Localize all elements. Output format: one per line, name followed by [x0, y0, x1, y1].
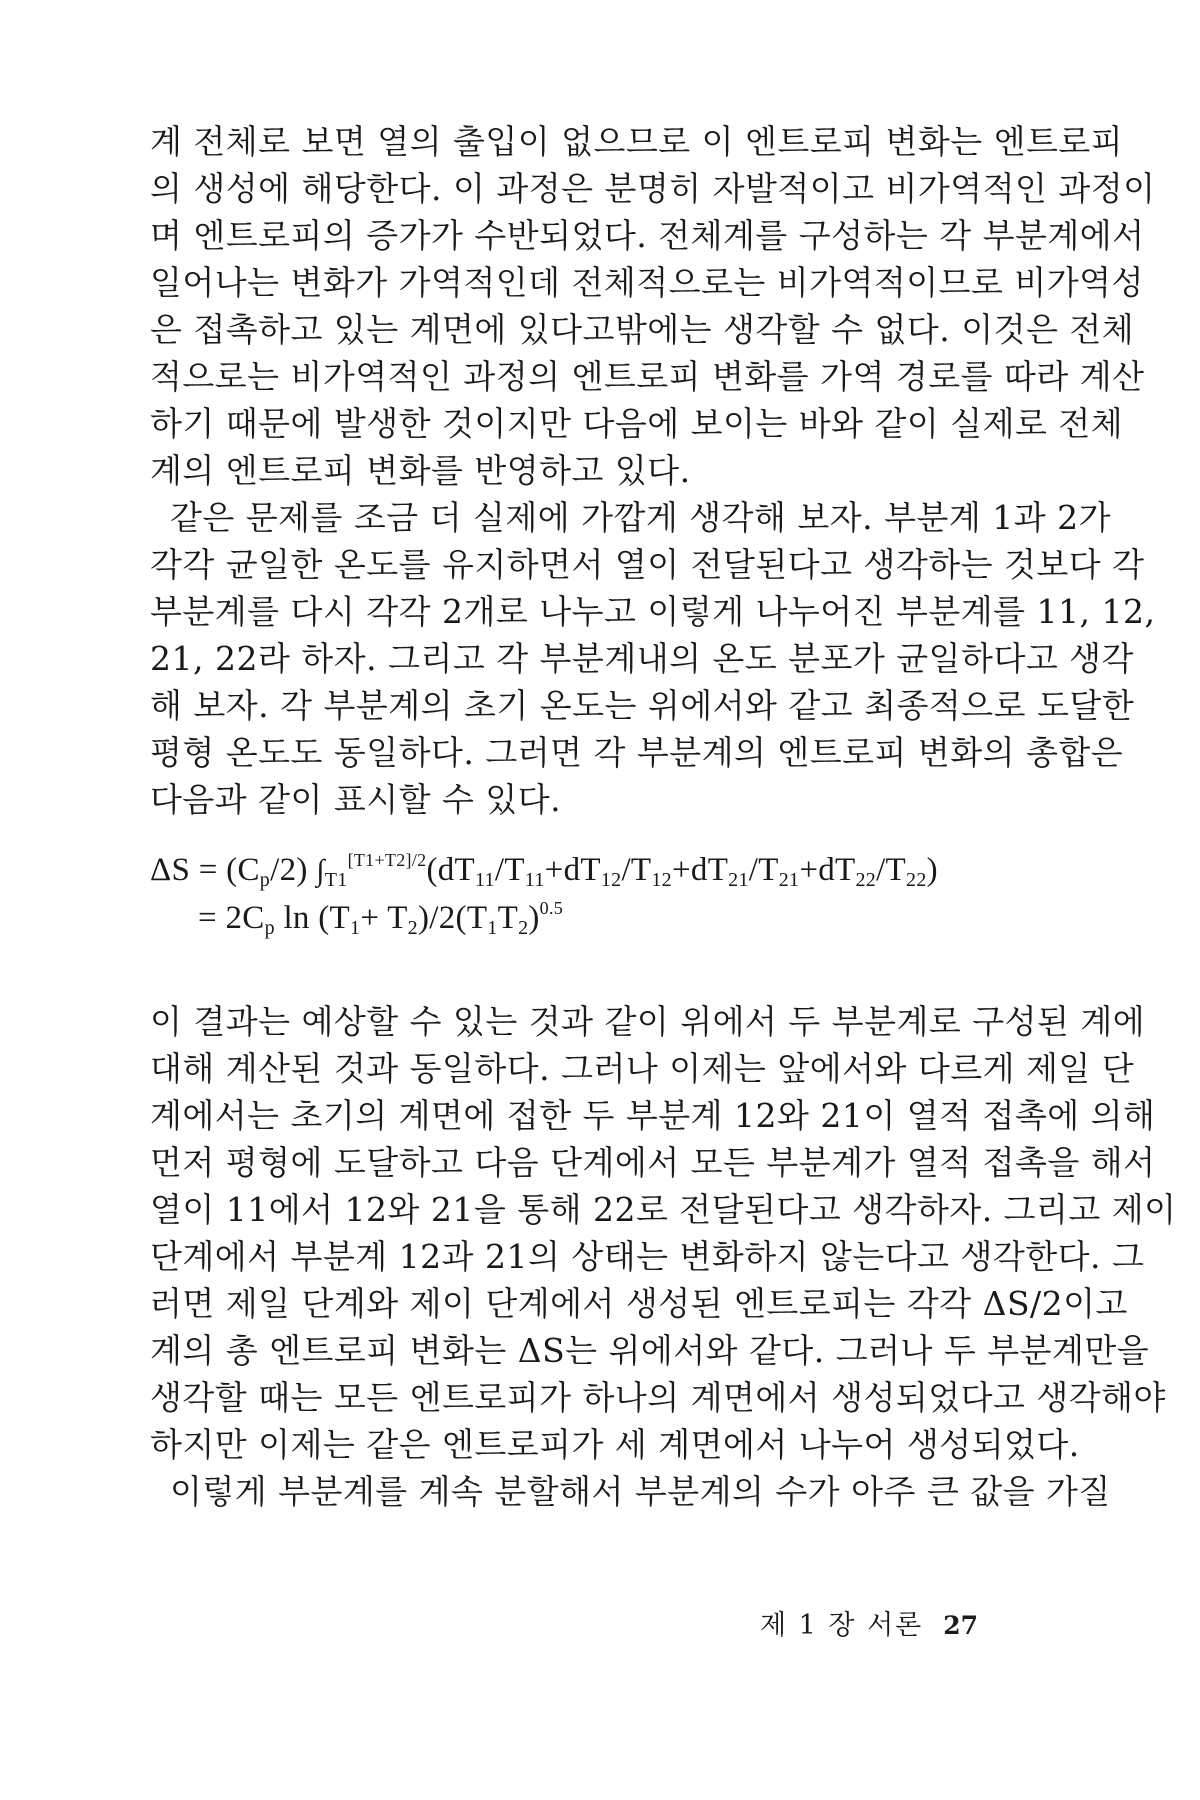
text-line: 각각 균일한 온도를 유지하면서 열이 전달된다고 생각하는 것보다 각 — [150, 545, 1145, 584]
text-line: 며 엔트로피의 증가가 수반되었다. 전체계를 구성하는 각 부분계에서 — [150, 216, 1145, 255]
text-line: 단계에서 부분계 12과 21의 상태는 변화하지 않는다고 생각한다. 그 — [150, 1237, 1145, 1276]
text-line: 해 보자. 각 부분계의 초기 온도는 위에서와 같고 최종적으로 도달한 — [150, 686, 1135, 725]
text-line: 하기 때문에 발생한 것이지만 다음에 보이는 바와 같이 실제로 전체 — [150, 404, 1124, 443]
eq-text: /T — [621, 852, 652, 888]
eq-text: + T — [360, 900, 408, 936]
chapter-title: 제 1 장 서론 — [760, 1610, 924, 1641]
eq-subscript: 1 — [350, 917, 361, 939]
text-line: 일어나는 변화가 가역적인데 전체적으로는 비가역적이므로 비가역성 — [150, 263, 1144, 302]
text-line: 부분계를 다시 각각 2개로 나누고 이렇게 나누어진 부분계를 11, 12, — [150, 592, 1156, 631]
text-line: 평형 온도도 동일하다. 그러면 각 부분계의 엔트로피 변화의 총합은 — [150, 733, 1124, 772]
page-footer — [760, 1606, 1050, 1646]
integral-sign: ∫ — [316, 854, 325, 887]
eq-subscript: 1 — [487, 917, 498, 939]
text-line: 21, 22라 하자. 그리고 각 부분계내의 온도 분포가 균일하다고 생각 — [150, 639, 1134, 678]
eq-subscript: 12 — [600, 869, 622, 891]
eq-text: /T — [494, 852, 525, 888]
text-line: 러면 제일 단계와 제이 단계에서 생성된 엔트로피는 각각 ΔS/2이고 — [150, 1284, 1128, 1323]
eq-lower-limit: T1 — [324, 869, 348, 891]
equation-line-1 — [150, 850, 938, 891]
equation-line-2 — [198, 898, 563, 938]
text-line: 이 결과는 예상할 수 있는 것과 같이 위에서 두 부분계로 구성된 계에 — [150, 1002, 1146, 1041]
text-line: 같은 문제를 조금 더 실제에 가깝게 생각해 보자. 부분계 1과 2가 — [170, 498, 1111, 537]
eq-text: ln (T — [274, 900, 351, 936]
text-line: 이렇게 부분계를 계속 분할해서 부분계의 수가 아주 큰 값을 가질 — [170, 1472, 1111, 1511]
eq-subscript: 11 — [524, 869, 545, 891]
page-number: 27 — [943, 1611, 979, 1640]
eq-subscript: 12 — [651, 869, 672, 891]
eq-subscript: p — [264, 917, 275, 939]
eq-text: )/2(T — [417, 900, 488, 936]
eq-text: (dT — [426, 852, 475, 888]
eq-subscript: 21 — [778, 869, 800, 891]
eq-subscript: 22 — [906, 869, 927, 891]
text-line: 대해 계산된 것과 동일하다. 그러나 이제는 앞에서와 다르게 제일 단 — [150, 1049, 1135, 1088]
eq-text: T — [497, 900, 519, 936]
text-line: 계의 엔트로피 변화를 반영하고 있다. — [150, 451, 691, 490]
text-line: 계 전체로 보면 열의 출입이 없으므로 이 엔트로피 변화는 엔트로피 — [150, 122, 1124, 161]
eq-upper-limit: [T1+T2]/2 — [347, 850, 427, 870]
eq-text: +dT — [544, 852, 601, 888]
eq-text: ) — [926, 852, 938, 888]
eq-text: = 2C — [198, 900, 265, 936]
text-line: 계의 총 엔트로피 변화는 ΔS는 위에서와 같다. 그러나 두 부분계만을 — [150, 1331, 1150, 1370]
eq-subscript: 11 — [475, 869, 495, 891]
eq-subscript: 22 — [855, 869, 877, 891]
text-line: 의 생성에 해당한다. 이 과정은 분명히 자발적이고 비가역적인 과정이 — [150, 169, 1156, 208]
text-line: 계에서는 초기의 계면에 접한 두 부분계 12와 21이 열적 접촉에 의해 — [150, 1096, 1156, 1135]
eq-lhs: ΔS = (C — [150, 852, 260, 888]
eq-text: ) — [528, 900, 540, 936]
text-line: 열이 11에서 12와 21을 통해 22로 전달된다고 생각하자. 그리고 제이 — [150, 1190, 1177, 1229]
eq-text: /T — [748, 852, 779, 888]
eq-text: +dT — [671, 852, 729, 888]
eq-subscript: p — [259, 869, 271, 891]
eq-text: +dT — [799, 852, 856, 888]
eq-subscript: 2 — [518, 917, 529, 939]
text-line: 다음과 같이 표시할 수 있다. — [150, 780, 562, 819]
text-line: 은 접촉하고 있는 계면에 있다고밖에는 생각할 수 없다. 이것은 전체 — [150, 310, 1135, 349]
text-line: 생각할 때는 모든 엔트로피가 하나의 계면에서 생성되었다고 생각해야 — [150, 1378, 1166, 1417]
text-line: 적으로는 비가역적인 과정의 엔트로피 변화를 가역 경로를 따라 계산 — [150, 357, 1145, 396]
eq-subscript: 21 — [728, 869, 749, 891]
eq-text: /T — [876, 852, 907, 888]
text-line: 하지만 이제는 같은 엔트로피가 세 계면에서 나누어 생성되었다. — [150, 1425, 1080, 1464]
eq-exponent: 0.5 — [539, 898, 564, 918]
eq-text: /2) — [270, 852, 308, 888]
eq-subscript: 2 — [407, 917, 418, 939]
text-line: 먼저 평형에 도달하고 다음 단계에서 모든 부분계가 열적 접촉을 해서 — [150, 1143, 1156, 1182]
